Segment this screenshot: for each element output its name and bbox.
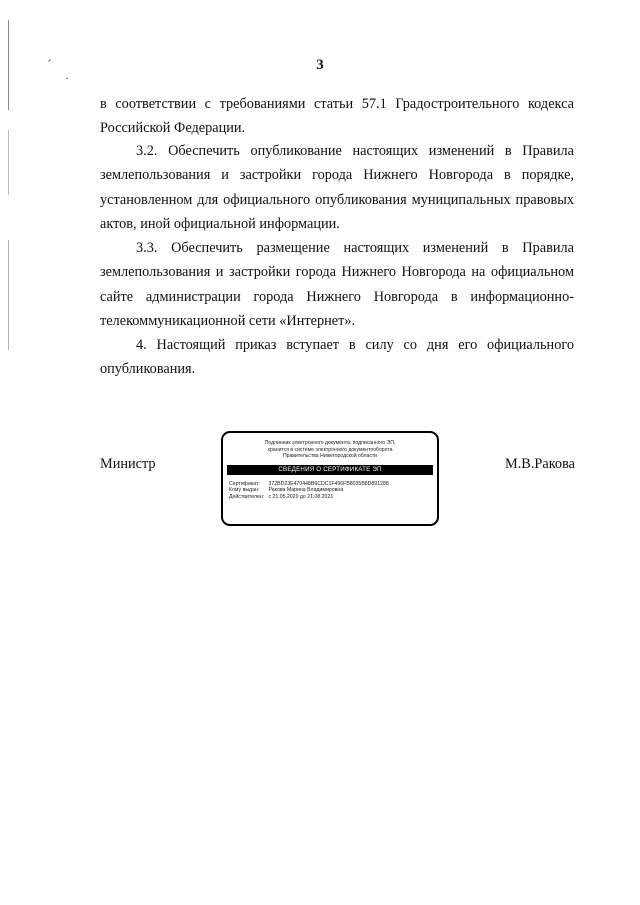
paragraph-3-3	[100, 236, 574, 334]
stamp-details	[229, 481, 431, 501]
e-signature-certificate-stamp	[221, 431, 439, 526]
validity-row	[229, 494, 431, 501]
validity-label: Действителен:	[229, 493, 265, 500]
page-number: 3	[316, 57, 324, 73]
paragraph-4	[100, 333, 574, 382]
stamp-notice-line: Подлинник электронного документа, подписанного ЭП,	[264, 440, 396, 446]
scan-margin-mark	[8, 130, 9, 195]
signatory-role: Министр	[100, 456, 156, 472]
validity-value: с 21.05.2020 до 21.08.2021	[268, 493, 334, 500]
stamp-notice	[229, 440, 431, 460]
certificate-label: Сертификат:	[229, 480, 260, 487]
stamp-notice-line: Правительства Нижегородской области	[282, 453, 378, 460]
stamp-notice-line: хранится в системе электронного документооборота	[267, 446, 393, 453]
certificate-row	[229, 481, 431, 488]
issued-to-label: Кому выдан:	[229, 487, 260, 494]
signatory-name: М.В.Ракова	[505, 456, 575, 472]
stamp-heading: СВЕДЕНИЯ О СЕРТИФИКАТЕ ЭП	[227, 465, 433, 475]
paragraph-text: в соответствии с требованиями статьи 57.1 Градостроительного кодекса Российской Федерации.	[100, 96, 574, 137]
paragraph-text: 3.2. Обеспечить опубликование настоящих изменений в Правила землепользования и застройки города Нижнего Новгорода в порядке, установленном для официального опубликования муниципальных правовых актов, иной официальной информации.	[100, 143, 574, 233]
issued-to-row	[229, 487, 431, 494]
certificate-value: 372BD23E470448B6CDC1F496FB8035B8D891288	[268, 480, 389, 487]
scan-margin-mark	[8, 240, 9, 350]
paragraph-continuation	[100, 92, 574, 141]
paragraph-3-2	[100, 139, 574, 237]
paragraph-text: 3.3. Обеспечить размещение настоящих изменений в Правила землепользования и застройки города Нижнего Новгорода на официальном сайте администрации города Нижнего Новгорода в информационно-телекоммуникационной сети «Интернет».	[100, 240, 574, 330]
scan-speck	[66, 77, 68, 79]
paragraph-text: 4. Настоящий приказ вступает в силу со дня его официального опубликования.	[100, 337, 574, 378]
issued-to-value: Ракова Марина Владимировна	[268, 487, 344, 494]
